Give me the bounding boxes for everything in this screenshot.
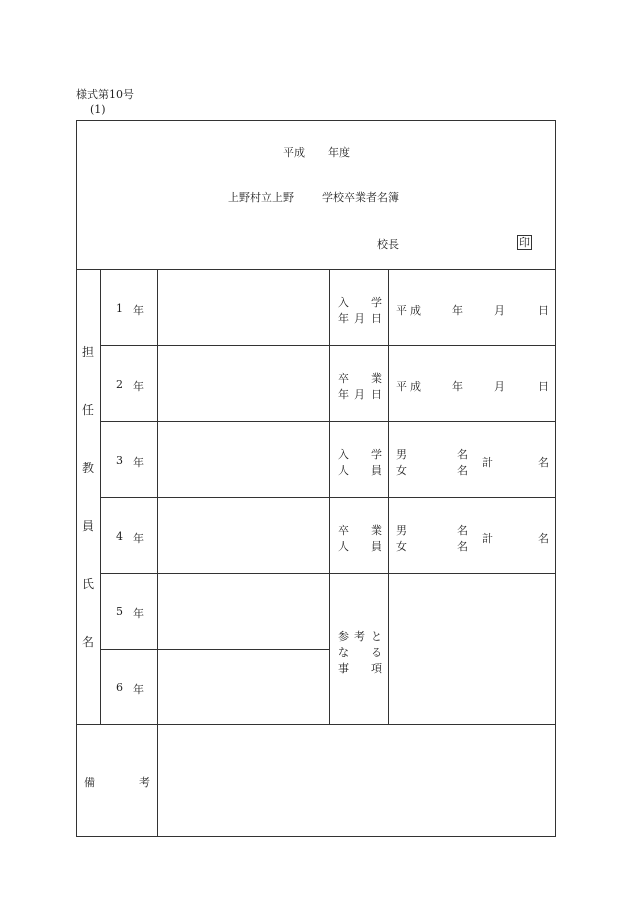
enroll-count-label-a: 入: [338, 448, 349, 461]
teacher-label-char: 名: [82, 635, 95, 649]
enroll-male-unit: 名: [457, 448, 468, 461]
rule-row-5: [100, 649, 329, 650]
enroll-count-label-b: 学: [371, 448, 382, 461]
enroll-era: 平成: [396, 304, 424, 317]
teacher-label-char: 担: [82, 345, 95, 359]
rule-col-name: [329, 269, 330, 724]
grade-3-num: 3: [116, 454, 123, 467]
grade-6-unit: 年: [133, 683, 144, 696]
enroll-count-label-d: 員: [371, 464, 382, 477]
remarks-label-a: 備: [84, 776, 95, 789]
reference-label-a: 参: [338, 630, 349, 643]
header-school-prefix: 上野村立上野: [228, 191, 294, 204]
enroll-date-label-b: 学: [371, 296, 382, 309]
reference-label-e: る: [371, 646, 382, 659]
grad-day: 日: [538, 380, 549, 393]
grad-total: 計: [482, 532, 493, 545]
enroll-month: 月: [494, 304, 505, 317]
grade-2-num: 2: [116, 378, 123, 391]
rule-row-1: [100, 345, 556, 346]
reference-label-d: な: [338, 646, 349, 659]
enroll-total: 計: [482, 456, 493, 469]
grad-date-label-b: 業: [371, 372, 382, 385]
grad-count-label-c: 人: [338, 540, 349, 553]
sub-number: (1): [90, 103, 106, 116]
enroll-female-unit: 名: [457, 464, 468, 477]
grade-6-num: 6: [116, 681, 123, 694]
header-school-suffix: 学校卒業者名簿: [322, 191, 399, 204]
rule-row-3: [100, 497, 556, 498]
principal-label: 校長: [377, 238, 399, 251]
grad-male-unit: 名: [457, 524, 468, 537]
teacher-label-char: 任: [82, 403, 95, 417]
enroll-male: 男: [396, 448, 407, 461]
seal-mark: 印: [519, 236, 530, 249]
enroll-date-label-d: 月: [354, 312, 365, 325]
rule-col-field: [388, 269, 389, 724]
rule-grid-bottom: [76, 724, 556, 725]
rule-col-label: [100, 269, 101, 724]
grade-1-num: 1: [116, 302, 123, 315]
grad-count-label-a: 卒: [338, 524, 349, 537]
enroll-year: 年: [452, 304, 463, 317]
teacher-label-char: 員: [82, 519, 95, 533]
grade-4-num: 4: [116, 530, 123, 543]
grad-date-label-a: 卒: [338, 372, 349, 385]
rule-header-bottom: [76, 269, 556, 270]
reference-label-g: 項: [371, 662, 382, 675]
rule-row-4: [100, 573, 556, 574]
grad-female: 女: [396, 540, 407, 553]
grade-5-num: 5: [116, 605, 123, 618]
grad-era: 平成: [396, 380, 424, 393]
enroll-count-label-c: 人: [338, 464, 349, 477]
reference-label-c: と: [371, 630, 382, 643]
grade-1-unit: 年: [133, 304, 144, 317]
grad-female-unit: 名: [457, 540, 468, 553]
enroll-total-unit: 名: [538, 456, 549, 469]
grade-5-unit: 年: [133, 607, 144, 620]
enroll-date-label-e: 日: [371, 312, 382, 325]
grad-count-label-d: 員: [371, 540, 382, 553]
grade-4-unit: 年: [133, 532, 144, 545]
form-number: 様式第10号: [76, 88, 134, 101]
form-frame: [76, 120, 556, 837]
header-era: 平成: [283, 146, 305, 159]
grad-date-label-c: 年: [338, 388, 349, 401]
grad-total-unit: 名: [538, 532, 549, 545]
teacher-label-char: 氏: [82, 577, 95, 591]
enroll-date-label-c: 年: [338, 312, 349, 325]
grade-3-unit: 年: [133, 456, 144, 469]
teacher-label-char: 教: [82, 461, 95, 475]
enroll-date-label-a: 入: [338, 296, 349, 309]
header-year-suffix: 年度: [328, 146, 350, 159]
enroll-day: 日: [538, 304, 549, 317]
grad-date-label-d: 月: [354, 388, 365, 401]
remarks-label-b: 考: [139, 776, 150, 789]
grad-date-label-e: 日: [371, 388, 382, 401]
reference-label-f: 事: [338, 662, 349, 675]
enroll-female: 女: [396, 464, 407, 477]
rule-col-grade: [157, 269, 158, 837]
reference-label-b: 考: [354, 630, 365, 643]
teacher-name-label: [82, 345, 94, 693]
grad-year: 年: [452, 380, 463, 393]
grade-2-unit: 年: [133, 380, 144, 393]
grad-count-label-b: 業: [371, 524, 382, 537]
rule-row-2: [100, 421, 556, 422]
grad-month: 月: [494, 380, 505, 393]
grad-male: 男: [396, 524, 407, 537]
